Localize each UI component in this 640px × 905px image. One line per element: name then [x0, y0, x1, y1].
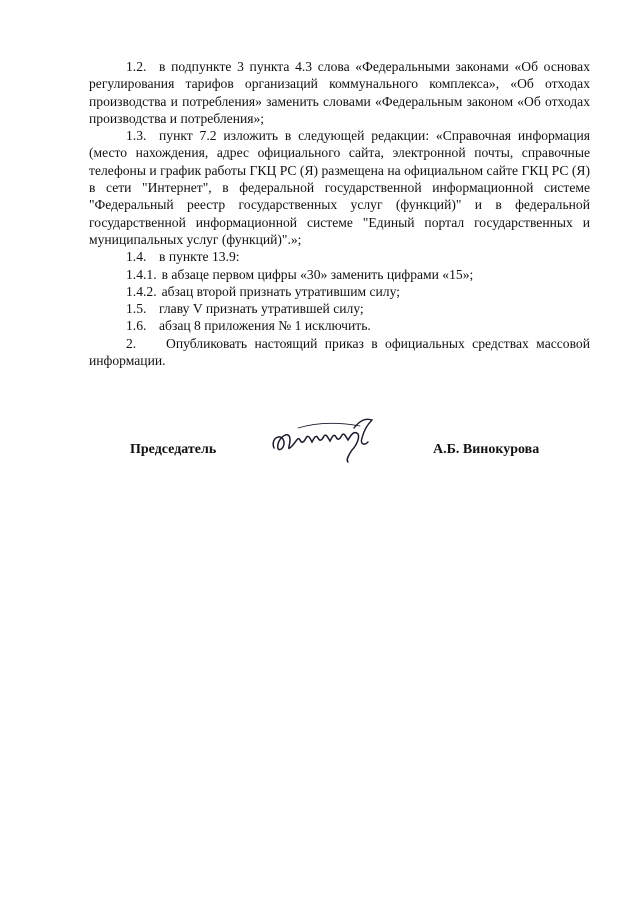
- paragraph-number: 1.4.2.: [126, 283, 157, 299]
- signatory-title: Председатель: [130, 442, 217, 457]
- signature-block: [0, 416, 640, 476]
- paragraph-number: 1.3.: [126, 128, 147, 144]
- signatory-name: А.Б. Винокурова: [433, 442, 540, 457]
- paragraph-1-4-1: [89, 266, 590, 283]
- paragraph-text: Опубликовать настоящий приказ в официальных средствах массовой информации.: [89, 335, 590, 369]
- handwritten-signature: [268, 416, 380, 466]
- paragraph-number: 2.: [126, 335, 137, 351]
- paragraph-1-4: [89, 248, 590, 265]
- paragraph-1-5: [89, 300, 590, 317]
- paragraph-number: 1.4.1.: [126, 266, 157, 282]
- paragraph-number: 1.6.: [126, 318, 147, 334]
- paragraph-text: пункт 7.2 изложить в следующей редакции: «Справочная информация (место нахождения, адрес официального сайта, электронной почты, справочные телефоны и график работы ГКЦ РС (Я) размещена на официальном сайте ГКЦ РС (Я) в сети "Интернет", в федеральной государственной информационной системе "Федеральный реестр государственных услуг (функций)" и в федеральной государственной информационной системе "Единый портал государственных и муниципальных услуг (функций)".»;: [89, 128, 590, 247]
- paragraph-text: абзац 8 приложения № 1 исключить.: [159, 318, 371, 334]
- paragraph-text: в подпункте 3 пункта 4.3 слова «Федеральными законами «Об основах регулирования тарифов организаций коммунального комплекса», «Об отходах производства и потребления» заменить словами «Федеральным законом «Об отходах производства и потребления»;: [89, 59, 590, 126]
- paragraph-1-3: [89, 127, 590, 248]
- paragraph-text: в абзаце первом цифры «30» заменить цифрами «15»;: [161, 266, 474, 282]
- paragraph-text: главу V признать утратившей силу;: [159, 301, 364, 317]
- paragraph-1-2: [89, 58, 590, 127]
- paragraph-number: 1.5.: [126, 301, 147, 317]
- paragraph-text: абзац второй признать утратившим силу;: [161, 283, 400, 299]
- paragraph-number: 1.2.: [126, 59, 147, 74]
- paragraph-2: [89, 335, 590, 370]
- paragraph-text: в пункте 13.9:: [159, 249, 240, 265]
- document-body: [89, 58, 590, 369]
- paragraph-number: 1.4.: [126, 249, 147, 265]
- paragraph-1-4-2: [89, 283, 590, 300]
- paragraph-1-6: [89, 317, 590, 334]
